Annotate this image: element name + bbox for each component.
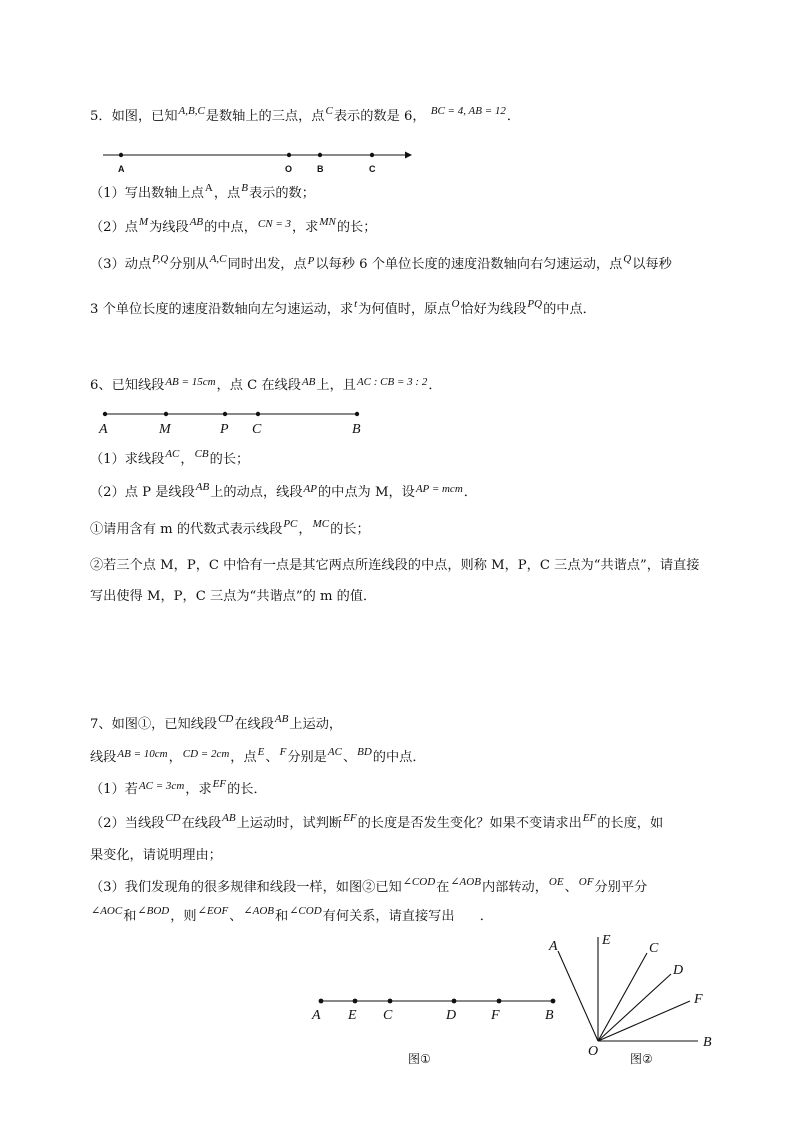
q7-fig1-label-a: A <box>312 1008 321 1023</box>
q5-label-o: O <box>285 164 293 174</box>
q7-line-7: $^{\angle AOC}$和$^{\angle BOD}$，则$^{\angle EOF}$、$^{\angle AOB}$和$^{\angle COD}$有何关系，请直接写出 ． <box>91 905 493 924</box>
q6-line-5: ②若三个点 M，P，C 中恰有一点是其它两点所连线段的中点，则称 M，P，C 三点为“共谐点”，请直接 <box>90 558 700 573</box>
q7-fig2-ray-of <box>598 1001 690 1041</box>
q7-fig2-label-f: F <box>694 992 703 1007</box>
q5-number-line <box>103 152 412 175</box>
q6-line-3: （2）点 P 是线段$^{AB}$上的动点，线段$^{AP}$的中点为 M，设$^{AP = mcm}$． <box>90 481 477 500</box>
q6-point-b <box>355 412 359 416</box>
q7-line-5: 果变化，请说明理由； <box>90 848 222 863</box>
q7-figure-2 <box>548 933 712 1066</box>
q7-fig2-label-a: A <box>549 939 558 954</box>
q6-line-1: 6、已知线段$^{AB = 15cm}$，点 C 在线段$^{AB}$上，且$^{AC : CB = 3 : 2}$． <box>90 376 442 393</box>
q6-label-b: B <box>352 422 361 437</box>
q7-fig2-ray-oa <box>558 951 598 1041</box>
q5-axis-arrow <box>405 152 412 159</box>
q6-line-2: （1）求线段$^{AC}$，$^{CB}$的长； <box>90 448 250 467</box>
q7-fig2-ray-oc <box>598 953 647 1041</box>
q7-figure-1 <box>311 999 555 1066</box>
q6-point-a <box>103 412 107 416</box>
q7-fig1-label-d: D <box>446 1008 457 1023</box>
q5-point-o <box>287 153 291 157</box>
q7-fig2-label-b: B <box>703 1035 712 1050</box>
q5-point-b <box>318 153 322 157</box>
q7-fig2-label-e: E <box>602 933 611 948</box>
q7-line-3: （1）若$^{AC = 3cm}$，求$^{EF}$的长． <box>90 778 267 797</box>
q7-line-6: （3）我们发现角的很多规律和线段一样，如图②已知$^{\angle COD}$在$^{\angle AOB}$内部转动，$^{OE}$、$^{OF}$分别平分 <box>90 876 648 895</box>
q7-fig1-caption: 图① <box>408 1052 431 1066</box>
q5-line-4: （3）动点$^{P,Q}$分别从$^{A,C}$同时出发，点$^P$以每秒 6 个单位长度的速度沿数轴向右匀速运动，点$^Q$以每秒 <box>90 253 672 272</box>
q5-line-3: （2）点$^M$为线段$^{AB}$的中点，$^{CN = 3}$，求$^{MN}$的长； <box>90 216 377 235</box>
q5-label-b: B <box>317 164 324 174</box>
q7-line-2: 线段$^{AB = 10cm}$，$^{CD = 2cm}$，点$^E$、$^F$分别是$^{AC}$、$^{BD}$的中点． <box>90 746 426 765</box>
q7-fig1-label-c: C <box>383 1008 393 1023</box>
q7-fig2-label-c: C <box>649 941 659 956</box>
q6-point-p <box>223 412 227 416</box>
q5-point-c <box>370 153 374 157</box>
q7-fig1-label-b: B <box>545 1008 554 1023</box>
q6-label-c: C <box>252 422 262 437</box>
q7-fig1-point-c <box>388 999 393 1004</box>
q7-fig1-point-f <box>497 999 502 1004</box>
q7-line-1: 7、如图①，已知线段$^{CD}$在线段$^{AB}$上运动， <box>90 713 343 732</box>
q5-point-a <box>119 153 123 157</box>
q7-fig1-point-e <box>353 999 358 1004</box>
q6-point-m <box>164 412 168 416</box>
q5-label-c: C <box>369 164 376 174</box>
q6-point-c <box>256 412 260 416</box>
q7-fig1-label-e: E <box>348 1008 357 1023</box>
q5-line-2: （1）写出数轴上点$^A$，点$^B$表示的数； <box>90 182 315 201</box>
q6-segment-figure <box>98 412 361 437</box>
q7-fig1-point-b <box>551 999 556 1004</box>
q6-label-m: M <box>159 422 171 437</box>
q6-label-a: A <box>99 422 108 437</box>
q7-fig2-label-o: O <box>588 1044 599 1059</box>
q7-line-4: （2）当线段$^{CD}$在线段$^{AB}$上运动时，试判断$^{EF}$的长度是否发生变化？如果不变请求出$^{EF}$的长度，如 <box>90 812 664 831</box>
q5-line-5: 3 个单位长度的速度沿数轴向左匀速运动，求$^t$为何值时，原点$^O$恰好为线段$^{PQ}$的中点． <box>90 298 596 317</box>
q7-fig1-point-d <box>452 999 457 1004</box>
q5-label-a: A <box>118 164 125 174</box>
q5-line-1: 5．如图，已知$^{A,B,C}$是数轴上的三点，点$^C$表示的数是 6， $^{BC = 4, AB = 12}$． <box>90 105 521 124</box>
q7-fig2-label-d: D <box>673 963 684 978</box>
q7-fig2-ray-od <box>598 974 671 1041</box>
q6-line-4: ①请用含有 m 的代数式表示线段$^{PC}$，$^{MC}$的长； <box>90 518 370 537</box>
q7-fig1-label-f: F <box>491 1008 500 1023</box>
q6-line-6: 写出使得 M，P，C 三点为“共谐点”的 m 的值． <box>90 589 377 604</box>
q7-fig1-point-a <box>319 999 324 1004</box>
q7-fig2-caption: 图② <box>630 1052 653 1066</box>
q6-label-p: P <box>220 422 229 437</box>
